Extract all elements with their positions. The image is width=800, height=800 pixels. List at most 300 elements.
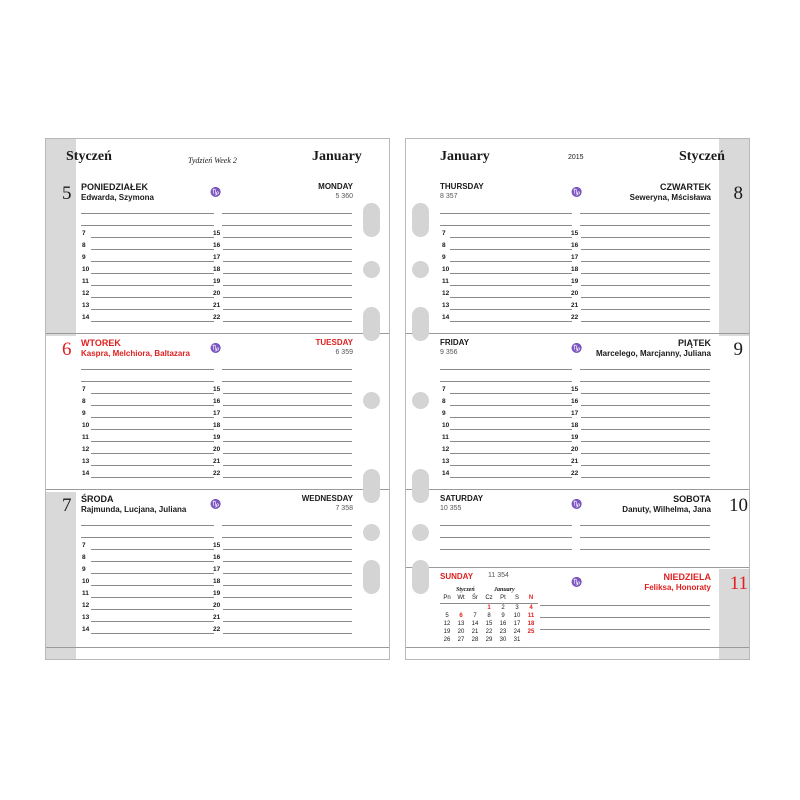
binder-hole <box>412 469 429 503</box>
hour-label: 19 <box>571 278 579 285</box>
month-en-header: January <box>312 149 362 164</box>
calendar-day: 25 <box>527 629 535 635</box>
day-number: 8 <box>733 183 743 204</box>
day-number: 5 <box>62 183 72 204</box>
day-name-en: FRIDAY <box>440 338 470 347</box>
hour-line <box>91 441 214 442</box>
hour-label: 10 <box>82 266 90 273</box>
calendar-day: 14 <box>471 621 479 627</box>
calendar-day: 29 <box>485 637 493 643</box>
hour-line <box>91 549 214 550</box>
writing-line <box>222 525 352 526</box>
hour-line <box>581 393 710 394</box>
name-days: Rajmunda, Lucjana, Juliana <box>81 505 187 514</box>
day-of-year: 9 356 <box>440 349 458 356</box>
hour-label: 21 <box>213 458 221 465</box>
hour-label: 9 <box>82 410 86 417</box>
writing-line <box>222 369 352 370</box>
hour-line <box>91 465 214 466</box>
hour-line <box>223 261 352 262</box>
day-number: 10 <box>729 495 748 516</box>
hour-line <box>581 477 710 478</box>
hour-line <box>581 285 710 286</box>
hour-label: 16 <box>213 554 221 561</box>
writing-line <box>580 381 710 382</box>
hour-line <box>91 621 214 622</box>
hour-label: 14 <box>442 470 450 477</box>
hour-label: 11 <box>82 434 89 441</box>
hour-line <box>450 261 572 262</box>
day-separator <box>406 647 749 648</box>
weekday-header: S <box>514 595 519 601</box>
hour-line <box>91 237 214 238</box>
calendar-day: 5 <box>445 613 449 619</box>
hour-label: 12 <box>82 602 90 609</box>
hour-line <box>450 417 572 418</box>
calendar-day: 12 <box>443 621 451 627</box>
writing-line <box>580 525 710 526</box>
binder-holes <box>412 139 432 659</box>
zodiac-icon: ♑ <box>210 343 222 353</box>
hour-label: 21 <box>571 458 579 465</box>
calendar-day: 26 <box>443 637 451 643</box>
hour-label: 22 <box>213 626 221 633</box>
hour-label: 17 <box>213 566 221 573</box>
hour-label: 14 <box>82 626 90 633</box>
hour-label: 11 <box>442 278 449 285</box>
hour-label: 13 <box>442 458 450 465</box>
calendar-day: 15 <box>485 621 493 627</box>
calendar-rule <box>440 603 538 604</box>
hour-line <box>223 273 352 274</box>
hour-label: 16 <box>571 242 579 249</box>
hour-label: 8 <box>82 398 86 405</box>
hour-label: 17 <box>213 410 221 417</box>
calendar-day: 13 <box>457 621 465 627</box>
hour-line <box>581 441 710 442</box>
hour-label: 14 <box>82 314 90 321</box>
right-planner-page <box>405 138 750 660</box>
hour-label: 15 <box>213 542 221 549</box>
hour-label: 9 <box>82 566 86 573</box>
binder-hole <box>363 261 380 278</box>
name-days: Marcelego, Marcjanny, Juliana <box>595 349 711 358</box>
hour-line <box>223 549 352 550</box>
hour-label: 10 <box>82 422 90 429</box>
calendar-day: 27 <box>457 637 465 643</box>
hour-line <box>581 297 710 298</box>
hour-label: 17 <box>571 254 579 261</box>
strip-segment <box>719 139 749 336</box>
binder-hole <box>363 560 380 594</box>
hour-line <box>91 429 214 430</box>
hour-line <box>223 453 352 454</box>
day-name-pl: ŚRODA <box>81 494 114 504</box>
hour-label: 7 <box>442 386 446 393</box>
day-name-pl: CZWARTEK <box>660 182 711 192</box>
hour-label: 19 <box>213 278 221 285</box>
day-name-pl: WTOREK <box>81 338 121 348</box>
hour-line <box>223 309 352 310</box>
left-day-strip <box>46 139 76 659</box>
hour-label: 13 <box>82 458 90 465</box>
writing-line <box>222 381 352 382</box>
writing-line <box>81 213 214 214</box>
hour-label: 11 <box>82 590 89 597</box>
name-days: Feliksa, Honoraty <box>644 583 711 592</box>
hour-label: 15 <box>213 230 221 237</box>
hour-line <box>450 309 572 310</box>
day-separator <box>46 647 389 648</box>
calendar-day: 8 <box>487 613 491 619</box>
hour-line <box>450 429 572 430</box>
hour-label: 8 <box>82 554 86 561</box>
hour-label: 16 <box>213 242 221 249</box>
hour-line <box>450 477 572 478</box>
hour-label: 21 <box>213 614 221 621</box>
day-name-en: MONDAY <box>318 182 353 191</box>
hour-label: 22 <box>213 314 221 321</box>
hour-label: 20 <box>213 446 221 453</box>
strip-segment <box>46 139 76 336</box>
hour-line <box>450 393 572 394</box>
writing-line <box>81 225 214 226</box>
hour-label: 9 <box>442 254 446 261</box>
day-number: 11 <box>729 573 748 594</box>
hour-label: 20 <box>571 446 579 453</box>
hour-line <box>581 249 710 250</box>
writing-line <box>440 369 572 370</box>
hour-label: 10 <box>82 578 90 585</box>
day-name-en: SUNDAY <box>440 572 474 581</box>
writing-line <box>440 525 572 526</box>
hour-line <box>91 285 214 286</box>
hour-line <box>450 237 572 238</box>
hour-line <box>91 573 214 574</box>
hour-line <box>223 465 352 466</box>
hour-label: 20 <box>213 290 221 297</box>
hour-label: 19 <box>213 434 221 441</box>
hour-label: 8 <box>442 398 446 405</box>
month-pl-header: Styczeń <box>66 149 112 164</box>
hour-line <box>223 417 352 418</box>
hour-line <box>450 453 572 454</box>
hour-line <box>223 561 352 562</box>
day-separator <box>406 333 749 334</box>
binder-hole <box>412 560 429 594</box>
writing-line <box>580 369 710 370</box>
day-separator <box>406 567 749 568</box>
hour-line <box>91 261 214 262</box>
day-name-en: WEDNESDAY <box>301 494 353 503</box>
hour-line <box>223 429 352 430</box>
day-name-en: THURSDAY <box>440 182 484 191</box>
calendar-day: 22 <box>485 629 493 635</box>
hour-line <box>223 633 352 634</box>
hour-label: 14 <box>442 314 450 321</box>
day-of-year: 6 359 <box>335 349 353 356</box>
writing-line <box>440 549 572 550</box>
hour-label: 13 <box>442 302 450 309</box>
writing-line <box>222 213 352 214</box>
writing-line <box>540 617 710 618</box>
hour-line <box>581 237 710 238</box>
hour-label: 11 <box>442 434 449 441</box>
month-en-header: January <box>440 149 490 164</box>
weekday-header: Pn <box>443 595 451 601</box>
day-separator <box>46 333 389 334</box>
writing-line <box>81 525 214 526</box>
hour-line <box>91 297 214 298</box>
day-number: 6 <box>62 339 72 360</box>
calendar-day: 18 <box>527 621 535 627</box>
day-name-pl: NIEDZIELA <box>663 572 711 582</box>
writing-line <box>540 629 710 630</box>
day-name-en: TUESDAY <box>315 338 353 347</box>
hour-label: 18 <box>213 422 221 429</box>
binder-hole <box>412 524 429 541</box>
zodiac-icon: ♑ <box>571 577 583 587</box>
day-name-pl: PIĄTEK <box>677 338 711 348</box>
hour-line <box>91 597 214 598</box>
hour-label: 17 <box>213 254 221 261</box>
binder-holes <box>363 139 383 659</box>
hour-line <box>223 285 352 286</box>
hour-label: 22 <box>571 314 579 321</box>
hour-label: 19 <box>571 434 579 441</box>
weekday-header: N <box>528 595 534 601</box>
hour-line <box>91 561 214 562</box>
zodiac-icon: ♑ <box>210 499 222 509</box>
hour-label: 14 <box>82 470 90 477</box>
hour-line <box>91 321 214 322</box>
hour-label: 20 <box>213 602 221 609</box>
hour-label: 12 <box>82 446 90 453</box>
hour-label: 9 <box>442 410 446 417</box>
binder-hole <box>363 524 380 541</box>
writing-line <box>440 213 572 214</box>
calendar-day: 7 <box>473 613 477 619</box>
hour-label: 22 <box>213 470 221 477</box>
calendar-day: 19 <box>443 629 451 635</box>
hour-label: 10 <box>442 422 450 429</box>
hour-line <box>581 453 710 454</box>
writing-line <box>580 213 710 214</box>
hour-label: 7 <box>82 542 86 549</box>
hour-line <box>581 465 710 466</box>
hour-label: 18 <box>213 266 221 273</box>
calendar-day: 17 <box>513 621 521 627</box>
year-label: 2015 <box>568 154 584 161</box>
hour-line <box>223 441 352 442</box>
hour-line <box>223 237 352 238</box>
hour-line <box>223 405 352 406</box>
hour-label: 18 <box>571 422 579 429</box>
writing-line <box>222 537 352 538</box>
hour-label: 12 <box>82 290 90 297</box>
binder-hole <box>363 307 380 341</box>
hour-line <box>91 417 214 418</box>
calendar-day: 28 <box>471 637 479 643</box>
hour-label: 15 <box>571 230 579 237</box>
hour-label: 18 <box>571 266 579 273</box>
weekday-header: Pt <box>500 595 506 601</box>
binder-hole <box>412 392 429 409</box>
writing-line <box>81 537 214 538</box>
mini-calendar-title-en: January <box>494 587 515 593</box>
hour-line <box>223 585 352 586</box>
day-separator <box>406 489 749 490</box>
calendar-day: 6 <box>459 613 463 619</box>
day-of-year: 7 358 <box>335 505 353 512</box>
hour-label: 8 <box>442 242 446 249</box>
mini-month-calendar <box>440 587 540 647</box>
writing-line <box>440 381 572 382</box>
hour-line <box>450 285 572 286</box>
hour-label: 7 <box>442 230 446 237</box>
hour-line <box>581 321 710 322</box>
day-of-year: 10 355 <box>440 505 462 512</box>
zodiac-icon: ♑ <box>571 499 583 509</box>
writing-line <box>81 381 214 382</box>
hour-line <box>450 273 572 274</box>
binder-hole <box>412 307 429 341</box>
strip-segment <box>46 492 76 659</box>
calendar-day: 9 <box>501 613 505 619</box>
hour-line <box>450 405 572 406</box>
weekday-header: Wt <box>457 595 465 601</box>
writing-line <box>81 369 214 370</box>
calendar-day: 10 <box>513 613 521 619</box>
writing-line <box>580 225 710 226</box>
hour-label: 7 <box>82 230 86 237</box>
writing-line <box>580 549 710 550</box>
hour-line <box>223 321 352 322</box>
hour-line <box>581 309 710 310</box>
hour-label: 11 <box>82 278 89 285</box>
hour-line <box>223 621 352 622</box>
hour-label: 22 <box>571 470 579 477</box>
hour-line <box>91 609 214 610</box>
hour-line <box>91 477 214 478</box>
hour-line <box>223 597 352 598</box>
hour-label: 21 <box>213 302 221 309</box>
day-name-pl: SOBOTA <box>673 494 711 504</box>
hour-line <box>91 633 214 634</box>
hour-label: 10 <box>442 266 450 273</box>
hour-line <box>91 453 214 454</box>
hour-line <box>223 297 352 298</box>
calendar-day: 1 <box>487 605 491 611</box>
hour-line <box>581 273 710 274</box>
writing-line <box>580 537 710 538</box>
writing-line <box>540 605 710 606</box>
hour-line <box>450 441 572 442</box>
hour-line <box>450 297 572 298</box>
calendar-day: 23 <box>499 629 507 635</box>
binder-hole <box>363 469 380 503</box>
writing-line <box>440 225 572 226</box>
hour-label: 12 <box>442 290 450 297</box>
calendar-day: 30 <box>499 637 507 643</box>
day-number: 9 <box>733 339 743 360</box>
zodiac-icon: ♑ <box>571 187 583 197</box>
binder-hole <box>363 203 380 237</box>
zodiac-icon: ♑ <box>571 343 583 353</box>
hour-line <box>581 417 710 418</box>
weekday-header: Cz <box>485 595 493 601</box>
calendar-day: 20 <box>457 629 465 635</box>
day-name-en: SATURDAY <box>440 494 484 503</box>
zodiac-icon: ♑ <box>210 187 222 197</box>
left-planner-page <box>45 138 390 660</box>
hour-label: 12 <box>442 446 450 453</box>
hour-line <box>91 273 214 274</box>
day-of-year: 5 360 <box>335 193 353 200</box>
calendar-day: 31 <box>513 637 521 643</box>
week-label: Tydzień Week 2 <box>188 156 237 165</box>
hour-line <box>450 465 572 466</box>
mini-calendar-title-pl: Styczeń <box>456 587 475 593</box>
hour-line <box>223 477 352 478</box>
hour-line <box>91 405 214 406</box>
weekday-header: Śr <box>472 595 478 601</box>
writing-line <box>440 537 572 538</box>
calendar-day: 2 <box>501 605 505 611</box>
calendar-day: 16 <box>499 621 507 627</box>
hour-label: 9 <box>82 254 86 261</box>
day-separator <box>46 489 389 490</box>
name-days: Kaspra, Melchiora, Baltazara <box>81 349 190 358</box>
hour-label: 18 <box>213 578 221 585</box>
hour-line <box>581 429 710 430</box>
hour-line <box>581 261 710 262</box>
hour-line <box>450 321 572 322</box>
binder-hole <box>363 392 380 409</box>
hour-label: 19 <box>213 590 221 597</box>
calendar-day: 3 <box>515 605 519 611</box>
day-of-year: 11 354 <box>488 572 509 579</box>
hour-label: 7 <box>82 386 86 393</box>
hour-label: 15 <box>571 386 579 393</box>
hour-label: 13 <box>82 614 90 621</box>
name-days: Edwarda, Szymona <box>81 193 154 202</box>
calendar-day: 4 <box>529 605 533 611</box>
calendar-day: 24 <box>513 629 521 635</box>
writing-line <box>222 225 352 226</box>
hour-line <box>91 393 214 394</box>
hour-label: 16 <box>213 398 221 405</box>
month-pl-header: Styczeń <box>679 149 725 164</box>
hour-label: 15 <box>213 386 221 393</box>
hour-label: 13 <box>82 302 90 309</box>
calendar-day: 21 <box>471 629 479 635</box>
hour-line <box>223 393 352 394</box>
name-days: Seweryna, Mścisława <box>629 193 711 202</box>
hour-line <box>581 405 710 406</box>
hour-line <box>91 309 214 310</box>
hour-line <box>91 249 214 250</box>
hour-line <box>91 585 214 586</box>
binder-hole <box>412 261 429 278</box>
hour-label: 16 <box>571 398 579 405</box>
hour-label: 21 <box>571 302 579 309</box>
calendar-day: 11 <box>527 613 535 619</box>
hour-line <box>223 609 352 610</box>
binder-hole <box>412 203 429 237</box>
day-of-year: 8 357 <box>440 193 458 200</box>
day-name-pl: PONIEDZIAŁEK <box>81 182 149 192</box>
